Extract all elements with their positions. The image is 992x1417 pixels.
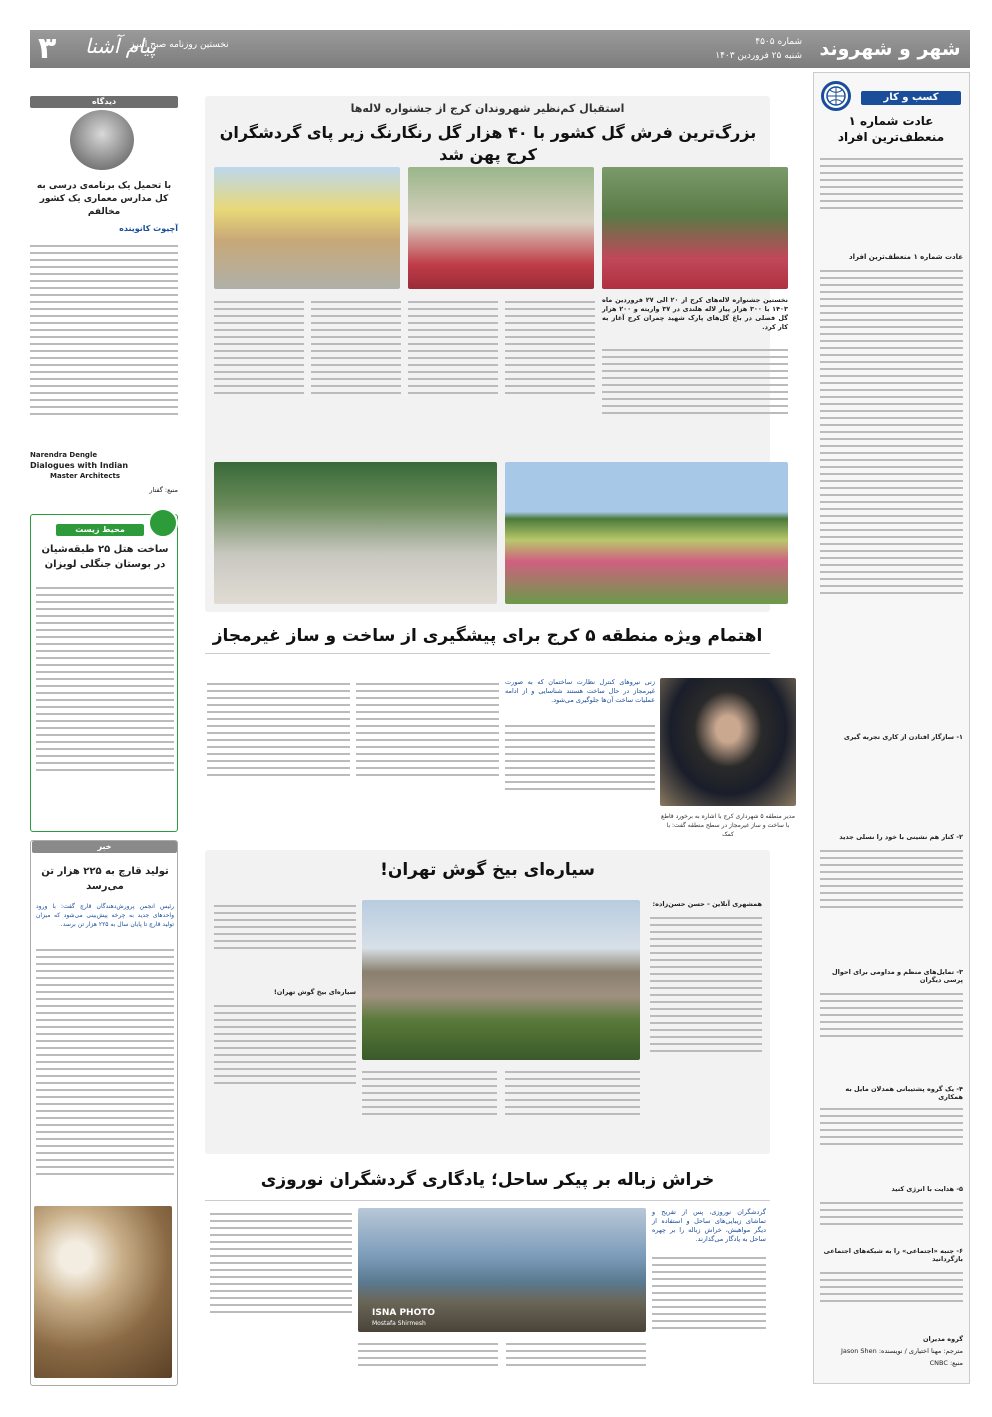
photo-park-walkway — [214, 462, 497, 604]
article4-lead: گردشگران نوروزی، پس از تفریح و تماشای زیبایی‌های ساحل و استفاده از دیگر مواهبش، خراش زباله را بر چهره ساحل به یادگار می‌گذارند. — [652, 1208, 766, 1243]
right-body-4 — [820, 988, 963, 1078]
globe-icon — [821, 81, 851, 111]
didgah-author: آچیوت کانوینده — [119, 224, 178, 233]
tagline: نخستین روزنامه صبح البرز — [130, 40, 229, 50]
photo-watermark-agency: ISNA PHOTO — [372, 1308, 436, 1318]
article2-col1 — [505, 720, 655, 835]
article1-col2 — [505, 296, 595, 454]
article4-col2 — [506, 1338, 646, 1384]
article1-col4 — [311, 296, 401, 454]
didgah-source: منبع: گفتار — [149, 486, 178, 494]
article4-col1 — [652, 1252, 766, 1382]
photo-watermark-photographer: Mostafa Shirmesh — [372, 1320, 426, 1327]
left-column — [30, 96, 178, 1384]
book-ref-3: Master Architects — [50, 472, 120, 480]
book-ref-2: Dialogues with Indian — [30, 461, 129, 470]
masthead — [30, 30, 970, 68]
page-number: ۳ — [38, 31, 57, 66]
mushroom-photo — [34, 1206, 172, 1378]
right-credit-3: منبع: CNBC — [929, 1359, 963, 1367]
article3-subhead: سیاره‌ای بیخ گوش تهران! — [273, 988, 356, 996]
article1-col5 — [214, 296, 304, 454]
photo-tehran-hills — [362, 900, 640, 1060]
section-badge-environment: محیط زیست — [56, 524, 144, 536]
issue-info — [715, 35, 802, 63]
section-title: شهر و شهروند — [819, 38, 961, 60]
right-body-7 — [820, 1267, 963, 1327]
right-subhead-h5: ۵- هدایت با انرژی کنید — [891, 1185, 963, 1193]
article3-col2 — [214, 900, 356, 980]
article4-rule — [205, 1200, 770, 1201]
right-credit-2: مترجم: مهنا اختیاری / نویسنده: Jason Shen — [840, 1347, 963, 1355]
right-body-1 — [820, 153, 963, 253]
news-title: تولید قارچ به ۲۲۵ هزار تن می‌رسد — [41, 866, 169, 892]
newspaper-logo: پیام آشنا — [85, 34, 156, 58]
article2-caption: مدیر منطقه ۵ شهرداری کرج با اشاره به برخورد قاطع با ساخت و ساز غیرمجاز در سطح منطقه گفت: با کمک — [661, 813, 795, 838]
right-body-2 — [820, 265, 963, 825]
photo-flower-carpet — [505, 462, 788, 604]
article1-lead: نخستین جشنواره لاله‌های کرج از ۲۰ الی ۲۷ فروردین ماه ۱۴۰۳ با ۳۰۰ هزار پیاز لاله هلندی در ۳۷ واریته و ۲۰۰ هزار گل فصلی در باغ گل‌های پارک شهید چمران کرج آغاز به کار کرد. — [602, 296, 788, 331]
news-body — [36, 944, 174, 1244]
right-subhead-1: عادت شماره ۱ منعطف‌ترین افراد — [849, 253, 963, 261]
article4-col4 — [210, 1208, 352, 1384]
env-body — [36, 582, 174, 822]
article3-col4 — [505, 1066, 640, 1142]
article2-rule — [205, 653, 770, 654]
article2-lead: زنی نیروهای کنترل نظارت ساختمان که به صورت غیرمجاز در حال ساخت هستند شناسایی و از ادامه عملیات ساخت آن‌ها جلوگیری می‌شود. — [505, 678, 655, 704]
issue-number: شماره ۴۵۰۵ — [755, 37, 802, 47]
article1-col1 — [602, 344, 788, 454]
article3-col5 — [362, 1066, 497, 1142]
article1-kicker: استقبال کم‌نظیر شهروندان کرج از جشنواره لاله‌ها — [350, 102, 625, 115]
photo-official-portrait — [660, 678, 796, 806]
issue-date: شنبه ۲۵ فروردین ۱۴۰۳ — [715, 51, 802, 61]
right-credit-1: گروه مدیران — [922, 1335, 963, 1343]
article3-col3 — [214, 1000, 356, 1140]
news-lead: رئیس انجمن پرورش‌دهندگان قارچ گفت: با ورود واحدهای جدید به چرخه پیش‌بینی می‌شود که میزان تولید قارچ تا پایان سال به ۲۲۵ هزار تن برسد. — [36, 903, 174, 928]
book-ref-1: Narendra Dengle — [30, 451, 98, 459]
right-subhead-h3: ۳- تمایل‌های منظم و مداومی برای احوال پرسی دیگران — [832, 968, 963, 984]
env-title: ساخت هتل ۲۵ طبقه‌شیان در بوستان جنگلی لویزان — [41, 544, 169, 570]
photo-flowers-family — [602, 167, 788, 289]
article2-col2 — [356, 678, 499, 835]
right-subhead-h2: ۲- کنار هم نشینی با خود را نسلی جدید — [839, 833, 963, 841]
didgah-title: با تحمیل یک برنامه‌ی درسی به کل مدارس معماری یک کشور مخالفم — [36, 181, 172, 217]
photo-elderly-man — [408, 167, 594, 289]
right-body-6 — [820, 1197, 963, 1247]
article3-title: سیاره‌ای بیخ گوش تهران! — [380, 860, 595, 880]
author-photo — [70, 110, 134, 170]
article1-col3 — [408, 296, 498, 454]
right-subhead-h1: ۱- سازگار افتادن از کاری تجربه گیری — [843, 733, 963, 741]
section-badge-news: خبر — [32, 841, 177, 853]
article2-title: اهتمام ویژه منطقه ۵ کرج برای پیشگیری از ساخت و ساز غیرمجاز — [212, 626, 763, 646]
right-article-title: عادت شماره ۱ منعطف‌ترین افراد — [837, 114, 945, 144]
didgah-body — [30, 240, 178, 460]
section-badge-business: کسب و کار — [861, 91, 961, 105]
article2-col3 — [207, 678, 350, 835]
right-column — [813, 72, 970, 1384]
article4-title: خراش زباله بر پیکر ساحل؛ یادگاری گردشگران نوروزی — [260, 1170, 715, 1190]
right-subhead-h6: ۶- جنبه «اجتماعی» را به شبکه‌های اجتماعی بازگردانید — [823, 1247, 963, 1263]
right-body-3 — [820, 845, 963, 965]
article3-byline: همشهری آنلاین - حسن حسن‌زاده: — [652, 900, 762, 908]
right-body-5 — [820, 1103, 963, 1183]
photo-balloons — [214, 167, 400, 289]
right-subhead-h4: ۴- یک گروه پشتیبانی همدلان مایل به همکاری — [845, 1085, 963, 1101]
leaf-icon — [148, 508, 178, 538]
article4-col3 — [358, 1338, 498, 1384]
article3-col1 — [650, 912, 762, 1142]
article1-title: بزرگ‌ترین فرش گل کشور با ۴۰ هزار گل رنگارنگ زیر پای گردشگران کرج پهن شد — [219, 123, 757, 164]
section-badge-didgah: دیدگاه — [30, 96, 178, 108]
